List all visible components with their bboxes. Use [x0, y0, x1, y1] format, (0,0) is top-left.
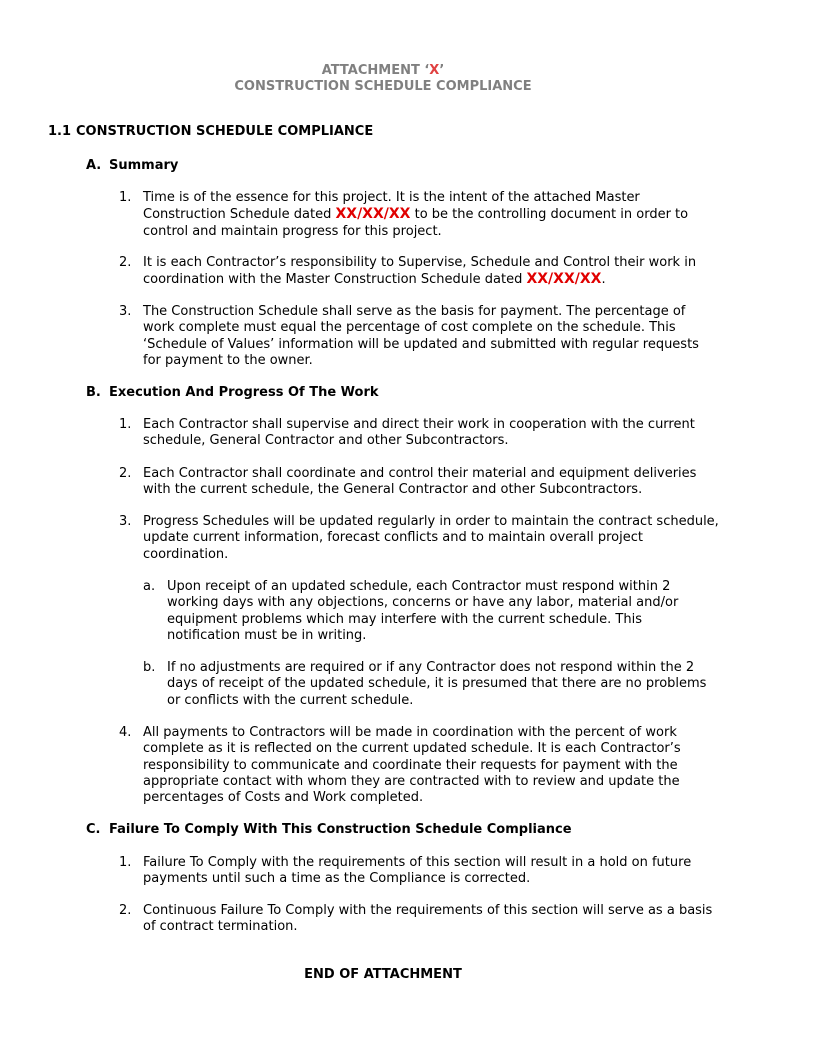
subsection-title: Failure To Comply With This Construction Schedule Compliance: [109, 822, 572, 837]
subsection-b-heading: [86, 385, 379, 400]
attachment-title-suffix: ’: [439, 63, 445, 78]
item-text: Continuous Failure To Comply with the requirements of this section will serve as a basis of contract termination.: [143, 903, 713, 935]
subsection-a-heading: [86, 158, 178, 173]
date-placeholder: XX/XX/XX: [526, 271, 602, 288]
attachment-letter: X: [429, 63, 440, 78]
subsection-letter: C.: [86, 822, 101, 837]
item-text: Failure To Comply with the requirements of this section will result in a hold on future payments until such a time as the Compliance is corrected.: [143, 855, 692, 887]
item-text: Each Contractor shall coordinate and control their material and equipment deliveries with the current schedule, the General Contractor and other Subcontractors.: [143, 466, 697, 498]
end-of-attachment: END OF ATTACHMENT: [304, 967, 462, 982]
item-number: 2.: [119, 466, 132, 481]
item-number: 2.: [119, 255, 132, 270]
list-item-b2: [119, 466, 719, 499]
item-text-part: .: [601, 272, 606, 288]
list-item-a2: [119, 255, 719, 289]
list-item-b1: [119, 417, 719, 450]
list-item-a1: [119, 190, 719, 240]
item-number: 2.: [119, 903, 132, 918]
subsection-letter: A.: [86, 158, 102, 173]
item-number: 1.: [119, 417, 132, 432]
item-text-part: It is each Contractor’s responsibility to Supervise, Schedule and Control their work in coordination with the Master Construction Schedule dated: [143, 255, 697, 288]
attachment-subtitle: CONSTRUCTION SCHEDULE COMPLIANCE: [234, 79, 532, 94]
subsection-letter: B.: [86, 385, 101, 400]
attachment-title: [0, 63, 766, 78]
item-text: Upon receipt of an updated schedule, each Contractor must respond within 2 working days with any objections, concerns or have any labor, material and/or equipment problems which may interfere with the current schedule. This notification must be in writing.: [167, 579, 679, 643]
item-letter: b.: [143, 660, 156, 675]
subsection-title: Execution And Progress Of The Work: [109, 385, 379, 400]
item-text: Progress Schedules will be updated regularly in order to maintain the contract schedule, update current information, forecast conflicts and to maintain overall project coordination.: [143, 514, 719, 562]
item-letter: a.: [143, 579, 156, 594]
list-item-c1: [119, 855, 719, 888]
subsection-c-heading: [86, 822, 572, 837]
list-item-b3a: [143, 579, 719, 644]
item-number: 3.: [119, 514, 132, 529]
section-heading: [48, 124, 373, 139]
subsection-title: Summary: [109, 158, 179, 173]
attachment-title-prefix: ATTACHMENT ‘: [321, 63, 430, 78]
list-item-b3: [119, 514, 719, 563]
item-text: [143, 255, 719, 289]
item-text: [143, 190, 719, 240]
list-item-a3: [119, 304, 719, 369]
item-number: 4.: [119, 725, 132, 740]
item-number: 3.: [119, 304, 132, 319]
date-placeholder: XX/XX/XX: [335, 206, 411, 223]
item-text-part: to be the controlling document in order to control and maintain progress for this project.: [143, 207, 689, 239]
item-text: The Construction Schedule shall serve as the basis for payment. The percentage of work complete must equal the percentage of cost complete on the schedule. This ‘Schedule of Values’ information will be updated and submitted with regular requests for payment to the owner.: [143, 304, 699, 368]
item-text: Each Contractor shall supervise and direct their work in cooperation with the current schedule, General Contractor and other Subcontractors.: [143, 417, 695, 449]
item-text: If no adjustments are required or if any Contractor does not respond within the 2 days of receipt of the updated schedule, it is presumed that there are no problems or conflicts with the current schedule.: [167, 660, 707, 708]
item-text: All payments to Contractors will be made in coordination with the percent of work complete as it is reflected on the current updated schedule. It is each Contractor’s responsibility to communicate and coordinate their requests for payment with the appropriate contact with whom they are contracted with to review and update the percentages of Costs and Work completed.: [143, 725, 681, 806]
list-item-c2: [119, 903, 719, 936]
section-number: 1.1: [48, 124, 72, 139]
item-number: 1.: [119, 190, 132, 205]
item-number: 1.: [119, 855, 132, 870]
item-text-part: Time is of the essence for this project. It is the intent of the attached Master Construction Schedule dated: [143, 190, 640, 223]
list-item-b4: [119, 725, 719, 806]
section-title: CONSTRUCTION SCHEDULE COMPLIANCE: [76, 124, 374, 139]
list-item-b3b: [143, 660, 719, 709]
